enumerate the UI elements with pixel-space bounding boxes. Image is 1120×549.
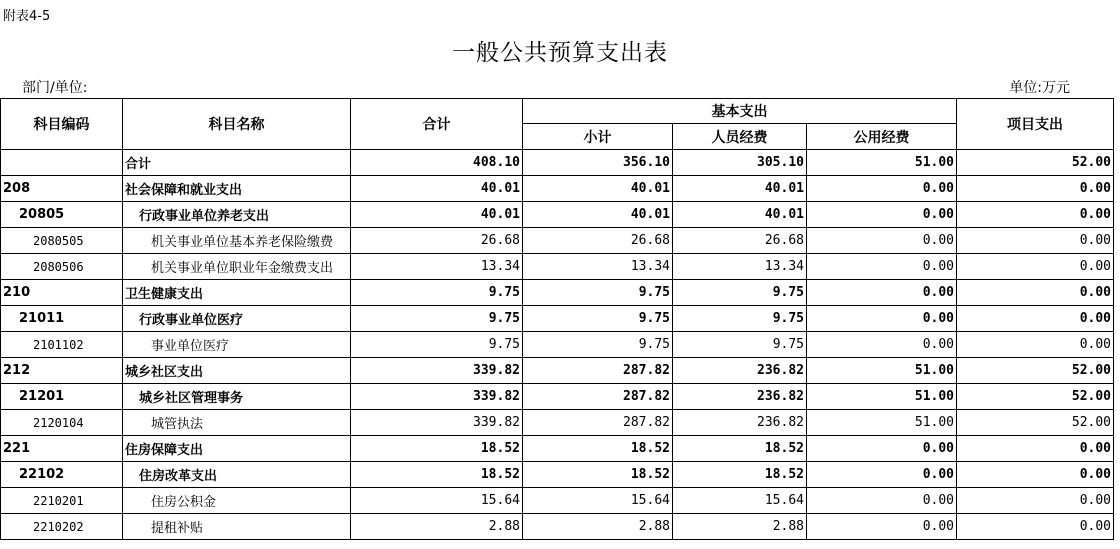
cell-name: 社会保障和就业支出 xyxy=(123,176,351,202)
cell-total: 13.34 xyxy=(351,254,523,280)
cell-project: 52.00 xyxy=(957,410,1114,436)
header-basic: 基本支出 xyxy=(523,99,957,124)
attachment-label: 附表4-5 xyxy=(3,9,51,24)
cell-total: 339.82 xyxy=(351,384,523,410)
cell-public: 51.00 xyxy=(807,384,957,410)
cell-name: 行政事业单位养老支出 xyxy=(123,202,351,228)
table-row xyxy=(1,280,1114,306)
cell-personnel: 9.75 xyxy=(673,280,807,306)
cell-project: 0.00 xyxy=(957,228,1114,254)
cell-total: 408.10 xyxy=(351,150,523,176)
cell-code: 21011 xyxy=(1,306,123,332)
cell-project: 0.00 xyxy=(957,488,1114,514)
table-row xyxy=(1,358,1114,384)
cell-subtotal: 2.88 xyxy=(523,514,673,540)
cell-personnel: 40.01 xyxy=(673,176,807,202)
cell-code: 2210202 xyxy=(1,514,123,540)
cell-subtotal: 18.52 xyxy=(523,436,673,462)
cell-project: 0.00 xyxy=(957,254,1114,280)
cell-public: 0.00 xyxy=(807,306,957,332)
cell-name: 住房改革支出 xyxy=(123,462,351,488)
cell-public: 0.00 xyxy=(807,332,957,358)
cell-public: 0.00 xyxy=(807,514,957,540)
cell-subtotal: 9.75 xyxy=(523,306,673,332)
cell-code: 2101102 xyxy=(1,332,123,358)
cell-name: 合计 xyxy=(123,150,351,176)
header-subtotal: 小计 xyxy=(523,124,673,150)
cell-code: 212 xyxy=(1,358,123,384)
cell-name: 提租补贴 xyxy=(123,514,351,540)
cell-personnel: 15.64 xyxy=(673,488,807,514)
header-personnel: 人员经费 xyxy=(673,124,807,150)
cell-code: 221 xyxy=(1,436,123,462)
cell-project: 0.00 xyxy=(957,306,1114,332)
cell-public: 0.00 xyxy=(807,462,957,488)
table-row xyxy=(1,514,1114,540)
cell-personnel: 236.82 xyxy=(673,384,807,410)
cell-code: 210 xyxy=(1,280,123,306)
cell-project: 52.00 xyxy=(957,150,1114,176)
cell-public: 0.00 xyxy=(807,436,957,462)
table-row xyxy=(1,228,1114,254)
header-project: 项目支出 xyxy=(957,99,1114,150)
cell-project: 0.00 xyxy=(957,280,1114,306)
cell-total: 9.75 xyxy=(351,306,523,332)
cell-personnel: 18.52 xyxy=(673,436,807,462)
cell-name: 行政事业单位医疗 xyxy=(123,306,351,332)
cell-project: 52.00 xyxy=(957,358,1114,384)
department-label: 部门/单位: xyxy=(22,80,88,96)
cell-code: 2080506 xyxy=(1,254,123,280)
cell-name: 住房公积金 xyxy=(123,488,351,514)
table-row xyxy=(1,384,1114,410)
cell-total: 2.88 xyxy=(351,514,523,540)
cell-public: 51.00 xyxy=(807,410,957,436)
cell-public: 0.00 xyxy=(807,176,957,202)
cell-personnel: 26.68 xyxy=(673,228,807,254)
cell-code xyxy=(1,150,123,176)
table-body xyxy=(1,150,1114,540)
cell-subtotal: 40.01 xyxy=(523,176,673,202)
cell-public: 0.00 xyxy=(807,228,957,254)
table-row xyxy=(1,176,1114,202)
cell-total: 40.01 xyxy=(351,202,523,228)
cell-project: 0.00 xyxy=(957,514,1114,540)
cell-personnel: 13.34 xyxy=(673,254,807,280)
cell-name: 机关事业单位职业年金缴费支出 xyxy=(123,254,351,280)
cell-subtotal: 356.10 xyxy=(523,150,673,176)
cell-name: 机关事业单位基本养老保险缴费 xyxy=(123,228,351,254)
cell-code: 2080505 xyxy=(1,228,123,254)
table-row xyxy=(1,332,1114,358)
cell-code: 21201 xyxy=(1,384,123,410)
cell-subtotal: 9.75 xyxy=(523,332,673,358)
cell-subtotal: 26.68 xyxy=(523,228,673,254)
cell-code: 22102 xyxy=(1,462,123,488)
cell-personnel: 40.01 xyxy=(673,202,807,228)
table-row xyxy=(1,254,1114,280)
cell-name: 事业单位医疗 xyxy=(123,332,351,358)
cell-code: 208 xyxy=(1,176,123,202)
cell-name: 住房保障支出 xyxy=(123,436,351,462)
cell-subtotal: 40.01 xyxy=(523,202,673,228)
cell-total: 18.52 xyxy=(351,462,523,488)
cell-subtotal: 9.75 xyxy=(523,280,673,306)
cell-personnel: 236.82 xyxy=(673,410,807,436)
cell-project: 52.00 xyxy=(957,384,1114,410)
cell-total: 339.82 xyxy=(351,410,523,436)
header-public: 公用经费 xyxy=(807,124,957,150)
cell-project: 0.00 xyxy=(957,176,1114,202)
cell-code: 2120104 xyxy=(1,410,123,436)
cell-personnel: 305.10 xyxy=(673,150,807,176)
cell-name: 城管执法 xyxy=(123,410,351,436)
cell-personnel: 9.75 xyxy=(673,332,807,358)
cell-public: 51.00 xyxy=(807,358,957,384)
cell-name: 城乡社区管理事务 xyxy=(123,384,351,410)
cell-public: 51.00 xyxy=(807,150,957,176)
table-row xyxy=(1,436,1114,462)
cell-subtotal: 18.52 xyxy=(523,462,673,488)
cell-total: 26.68 xyxy=(351,228,523,254)
cell-personnel: 2.88 xyxy=(673,514,807,540)
table-row xyxy=(1,462,1114,488)
table-row xyxy=(1,306,1114,332)
table-row xyxy=(1,150,1114,176)
cell-public: 0.00 xyxy=(807,488,957,514)
header-total: 合计 xyxy=(351,99,523,150)
cell-subtotal: 287.82 xyxy=(523,384,673,410)
cell-name: 城乡社区支出 xyxy=(123,358,351,384)
unit-label: 单位:万元 xyxy=(1009,80,1070,96)
cell-subtotal: 13.34 xyxy=(523,254,673,280)
cell-public: 0.00 xyxy=(807,202,957,228)
cell-code: 20805 xyxy=(1,202,123,228)
header-code: 科目编码 xyxy=(1,99,123,150)
cell-total: 339.82 xyxy=(351,358,523,384)
cell-personnel: 236.82 xyxy=(673,358,807,384)
cell-total: 9.75 xyxy=(351,280,523,306)
cell-subtotal: 287.82 xyxy=(523,410,673,436)
cell-public: 0.00 xyxy=(807,280,957,306)
cell-total: 9.75 xyxy=(351,332,523,358)
budget-table xyxy=(0,98,1114,540)
cell-personnel: 9.75 xyxy=(673,306,807,332)
cell-project: 0.00 xyxy=(957,462,1114,488)
cell-project: 0.00 xyxy=(957,332,1114,358)
table-row xyxy=(1,488,1114,514)
cell-code: 2210201 xyxy=(1,488,123,514)
cell-name: 卫生健康支出 xyxy=(123,280,351,306)
table-row xyxy=(1,410,1114,436)
cell-subtotal: 287.82 xyxy=(523,358,673,384)
page-title: 一般公共预算支出表 xyxy=(452,40,668,66)
table-row xyxy=(1,202,1114,228)
cell-total: 18.52 xyxy=(351,436,523,462)
header-name: 科目名称 xyxy=(123,99,351,150)
cell-project: 0.00 xyxy=(957,436,1114,462)
cell-public: 0.00 xyxy=(807,254,957,280)
cell-personnel: 18.52 xyxy=(673,462,807,488)
cell-total: 15.64 xyxy=(351,488,523,514)
cell-total: 40.01 xyxy=(351,176,523,202)
cell-project: 0.00 xyxy=(957,202,1114,228)
cell-subtotal: 15.64 xyxy=(523,488,673,514)
